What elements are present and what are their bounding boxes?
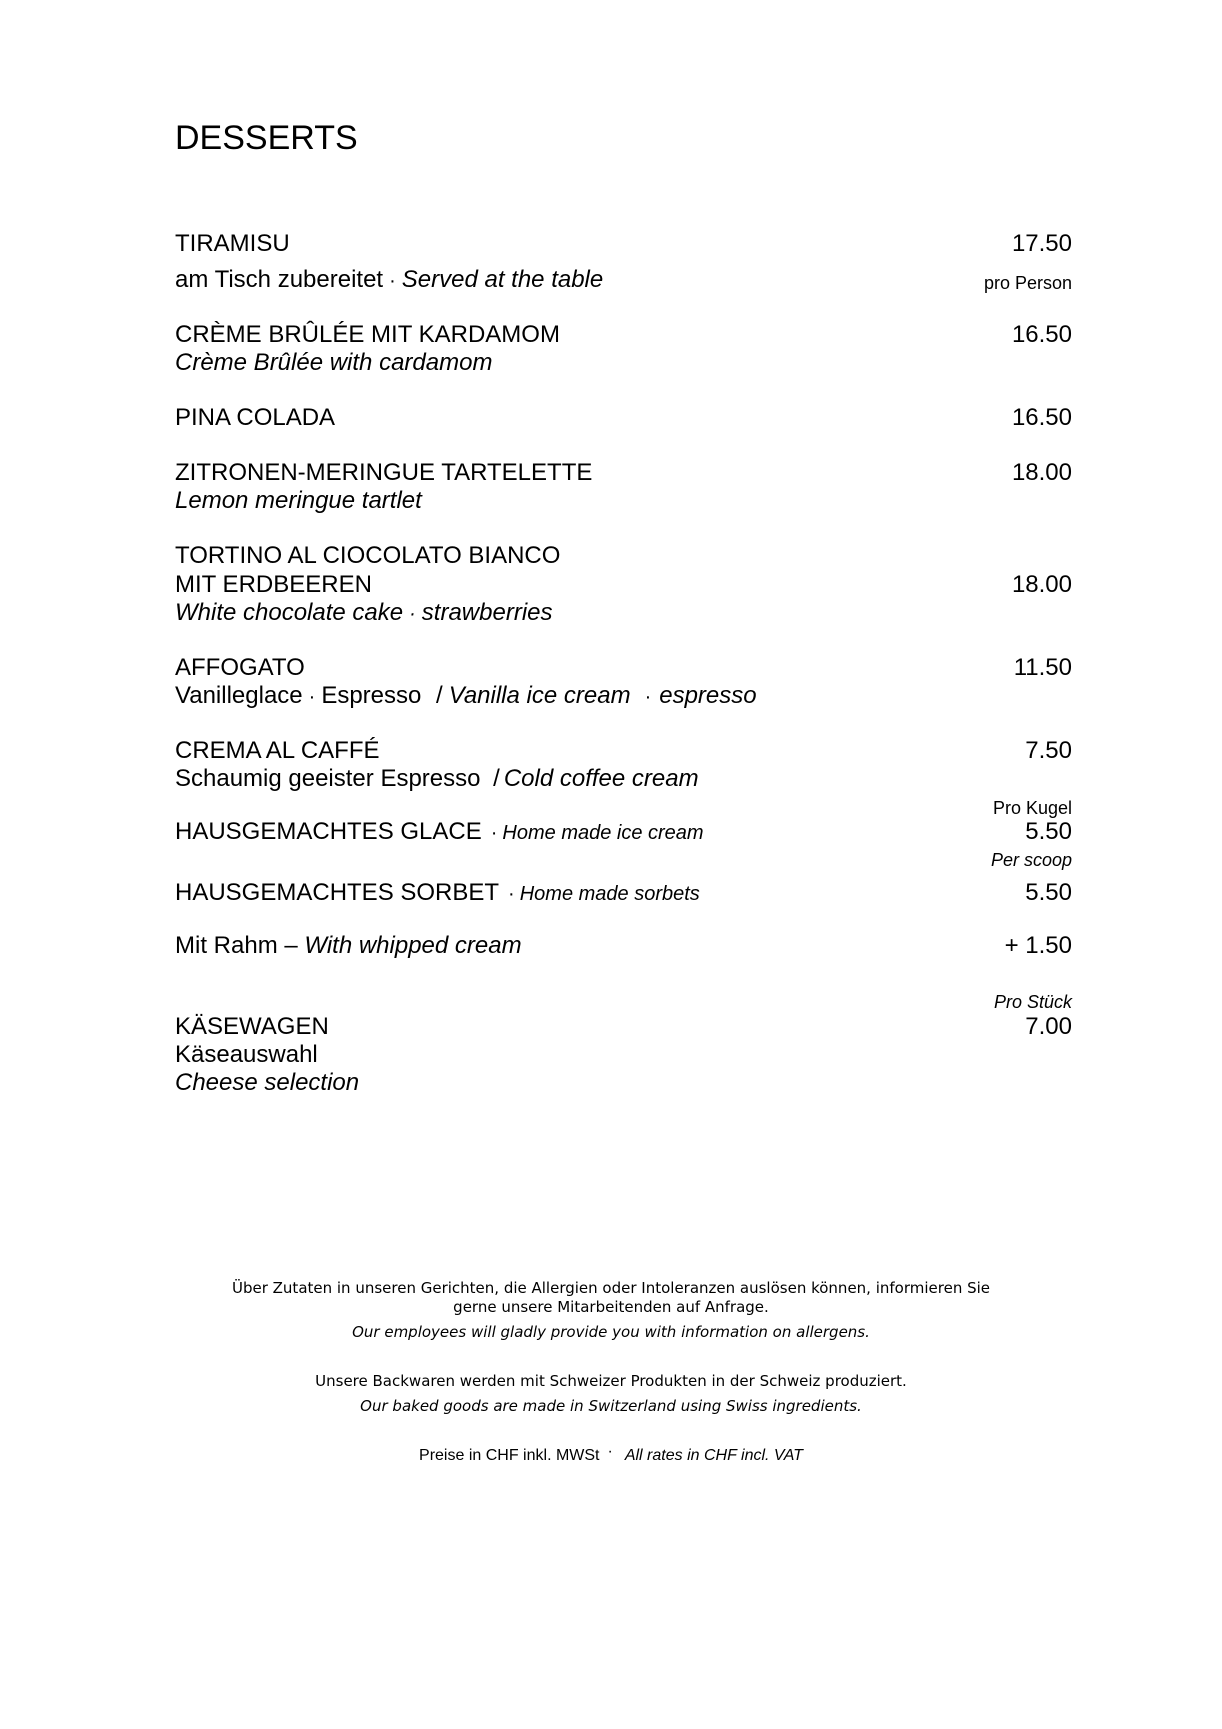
menu-item-name: PINA COLADA (175, 404, 336, 431)
item-name-de: HAUSGEMACHTES SORBET (175, 879, 500, 906)
description-de: Espresso (321, 682, 422, 709)
menu-item-price: 18.00 (1011, 571, 1072, 598)
menu-item-price: 5.50 (1025, 818, 1072, 845)
description-en: Served at the table (401, 266, 604, 293)
page-title: DESSERTS (175, 119, 358, 157)
menu-item-name: TIRAMISU (175, 230, 290, 257)
menu-item-name: AFFOGATO (175, 654, 305, 681)
price-note (0, 1443, 1222, 1466)
price-unit: pro Person (983, 273, 1072, 293)
menu-item-name (175, 878, 700, 909)
allergen-note-de-continued: gerne unsere Mitarbeitenden auf Anfrage. (453, 1298, 769, 1316)
description-en: strawberries (421, 599, 553, 626)
allergen-note-en: Our employees will gladly provide you with information on allergens. (352, 1323, 870, 1341)
description-de: am Tisch zubereitet (175, 266, 384, 293)
price-note-en: All rates in CHF incl. VAT (624, 1447, 803, 1464)
separator-dot: · (607, 1443, 613, 1460)
menu-item-description: Käseauswahl (175, 1041, 318, 1068)
separator-dot: · (389, 270, 396, 292)
menu-item-description (175, 598, 553, 629)
menu-item-name (175, 817, 704, 848)
separator-dot: · (308, 686, 316, 708)
price-unit: Pro Kugel (992, 798, 1072, 818)
language-separator: / (436, 682, 443, 709)
menu-item-price: + 1.50 (1004, 932, 1072, 959)
description-en: Vanilla ice cream (448, 682, 631, 709)
item-name-de: Mit Rahm (175, 932, 278, 959)
dash-separator: – (284, 932, 298, 959)
description-de: Vanilleglace (175, 682, 303, 709)
description-en: Home made ice cream (502, 822, 704, 844)
price-note-de: Preise in CHF inkl. MWSt (419, 1447, 600, 1464)
price-unit: Pro Stück (993, 992, 1072, 1012)
menu-item-description (175, 681, 757, 712)
description-en: Home made sorbets (519, 883, 700, 905)
menu-item-price: 16.50 (1011, 404, 1072, 431)
menu-item-name-continued: MIT ERDBEEREN (175, 571, 372, 598)
menu-item-name: CREMA AL CAFFÉ (175, 737, 380, 764)
separator-dot: · (508, 883, 515, 905)
price-unit: Per scoop (990, 850, 1072, 870)
menu-item-price: 5.50 (1025, 879, 1072, 906)
menu-item-name (175, 931, 522, 961)
menu-item-price: 11.50 (1013, 654, 1072, 681)
description-en: Cold coffee cream (503, 765, 699, 792)
menu-item-description: Lemon meringue tartlet (175, 487, 422, 514)
item-name-de: HAUSGEMACHTES GLACE (175, 818, 482, 845)
bakery-note-de: Unsere Backwaren werden mit Schweizer Produkten in der Schweiz produziert. (315, 1372, 907, 1390)
menu-item-description: Crème Brûlée with cardamom (175, 349, 493, 376)
menu-item-name: ZITRONEN-MERINGUE TARTELETTE (175, 459, 593, 486)
menu-item-price: 18.00 (1011, 459, 1072, 486)
allergen-note-de: Über Zutaten in unseren Gerichten, die Allergien oder Intoleranzen auslösen können, informieren Sie (231, 1279, 991, 1297)
menu-item-price: 7.00 (1025, 1013, 1072, 1040)
language-separator: / (493, 765, 500, 792)
dessert-menu (175, 0, 1072, 1729)
separator-dot: · (490, 822, 498, 844)
menu-item-description (175, 764, 699, 794)
menu-item-description (175, 265, 603, 296)
description-en: White chocolate cake (175, 599, 404, 626)
description-de: Schaumig geeister Espresso (175, 765, 481, 792)
bakery-note-en: Our baked goods are made in Switzerland using Swiss ingredients. (360, 1397, 862, 1415)
menu-item-name: TORTINO AL CIOCOLATO BIANCO (175, 542, 561, 569)
menu-item-price: 7.50 (1025, 737, 1072, 764)
separator-dot: · (644, 686, 652, 708)
menu-item-price: 17.50 (1011, 230, 1072, 257)
menu-item-description: Cheese selection (175, 1069, 360, 1096)
description-en: espresso (659, 682, 757, 709)
item-name-en: With whipped cream (304, 932, 522, 959)
menu-item-name: CRÈME BRÛLÉE MIT KARDAMOM (175, 321, 560, 348)
menu-item-price: 16.50 (1011, 321, 1072, 348)
separator-dot: · (409, 603, 416, 625)
menu-item-name: KÄSEWAGEN (175, 1013, 329, 1040)
